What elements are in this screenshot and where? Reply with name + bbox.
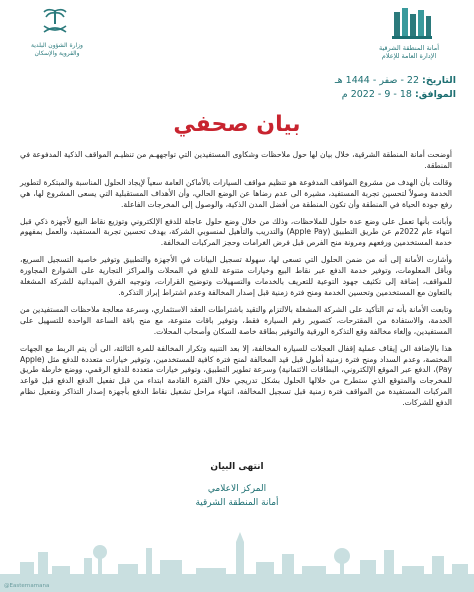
date-block (335, 74, 456, 102)
paragraph: وأشارت الأمانة إلى أنه من ضمن الحلول التي تسعى لها، سهولة تسجيل البيانات في الأجهزة والتطبيق وتوفير خاصية التسجيل السريع، وبأقل المعلومات، وتوفير خدمة الدفع عبر نقاط البيع وخيارات متنوعة للدفع في المحلات والمراكز التجارية على الشوارع المجاورة للمواقف، إضافة إلى تكثيف جهود التوعية للتعريف بالخدمات والتسهيلات وتوضيح القرارات، وتوجيه الفرق الميدانية للشركة المشغلة بالتعاون مع المستخدمين وتحسين الخدمة ومنح فترة زمنية قبل إصدار المخالفة وعدم اشتراط إبراز التذكرة. (20, 255, 452, 297)
gregorian-date-row (335, 88, 456, 102)
hijri-date-row (335, 74, 456, 88)
amanah-department: الإدارة العامة للإعلام (381, 52, 437, 60)
page-title: بيان صحفي (173, 112, 301, 137)
ministry-logo (12, 6, 102, 64)
paragraph: وتابعت الأمانة بأنه تم التأكيد على الشركة المشغلة بالالتزام والتقيد باشتراطات العقد الاستثماري، وسرعة معالجة ملاحظات المستفيدين من الخدمة، والاستفادة من المقترحات، كتصوير رقم السيارة فقط، وتوفير باقات متنوعة، مع منح باقة الساعة الواحدة للتسهيل على المستفيدين، وإلغاء مخالفة وقع التذكرة الورقية والتوفير بطاقة خاصة للسكان وأصحاب المحلات. (20, 304, 452, 336)
date-label: التاريخ: (422, 75, 456, 86)
palm-swords-emblem-icon (38, 6, 72, 38)
hijri-date-value: 22 - صفر - 1444 هـ (334, 75, 420, 86)
paragraph: هذا بالإضافة الى إيقاف عملية إقفال العجلات للسيارة المخالفة، إلا بعد التنبيه وتكرار المخالفة للمرة الثالثة، الى أن يتم الربط مع الجهات المختصة، وعدم السداد ومنح فترة زمنية أطول قبل قيد المخالفة لمنح فترة كافية للمستخدمين، وتوفير خيارات متعددة للدفع مثل (Apple Pay)، الدفع عبر الموقع الإلكتروني، البطاقات الائتمانية) وسرعة تطوير التطبيق، وتوفير خيارات متعددة للدفع الرقمي، ووضع خارطة طريق للمخرجات والمتوقع الذي ستطرح من خلالها الحلول بشكل تدريجي خلال الفترة القادمة ابتداء من قبل تفعيل الدفع الدفع قبل قواعد المركبات المستفيدة من المواقف فترة زمنية قبل تسجيل المخالفة، انتهاء مراحل تشغيل نقاط الدفع بأجهزة إصدار التذاكر وتفعيل نظام الدفع للشركات. (20, 343, 452, 408)
amanah-logo (354, 6, 464, 64)
organization-label: أمانة المنطقة الشرقية (195, 498, 279, 508)
amanah-emblem-icon (390, 6, 434, 40)
gregorian-date-value: 18 - 9 - 2022 م (341, 89, 412, 100)
matching-label: الموافق: (415, 89, 456, 100)
statement-body (20, 150, 452, 415)
ministry-name-line2: والقروية والإسكان (34, 50, 80, 57)
signature-block (0, 482, 474, 510)
amanah-name: أمانة المنطقة الشرقية (378, 44, 440, 52)
social-handle: @Easternamana (4, 583, 50, 589)
paragraph: وأبانت بأنها تعمل على وضع عدة حلول للملاحظات، وذلك من خلال وضع حلول عاجلة للدفع الإلكتروني وتوزيع نقاط البيع لأجهزة ذكي قبل انتهاء عام 2022م عن طريق التطبيق (Apple Pay) والتدريب والتأهيل لمنسوبي الشركة، بهدف تحسين تجربة المستفيد، والعمل بمفهوم خدمة المستخدمين ورفعهم ومرونة منح الفرص قبل فرض الغرامات وحجز المركبات المخالفة. (20, 216, 452, 248)
ministry-name-line1: وزارة الشؤون البلدية (31, 42, 83, 49)
paragraph: وقالت بأن الهدف من مشروع المواقف المدفوعة هو تنظيم مواقف السيارات بالأماكن العامة سعياً لإيجاد الحلول المناسبة والمبتكرة لتطوير الخدمة وصولاً لتحسين تجربة المستفيد، مشيرة الى عدم رضاها عن الوضع الحالي، وأن الأهداف المستقبلية التي يسعى المشروع لها، هي رفع جودة الحياة في المنطقة وأن تكون المنطقة من أفضل المدن الذكية، والوصول إلى المخرجات الفاعلة. (20, 177, 452, 209)
city-skyline-illustration (0, 522, 474, 592)
media-center-label: المركز الاعلامي (207, 484, 267, 494)
end-of-statement: انتهى البيان (210, 462, 264, 472)
paragraph: أوضحت أمانة المنطقة الشرقية، خلال بيان لها حول ملاحظات وشكاوى المستفيدين التي تواجههـم من تنظيـم المواقف الذكية المدفوعة في المنطقة. (20, 150, 452, 170)
